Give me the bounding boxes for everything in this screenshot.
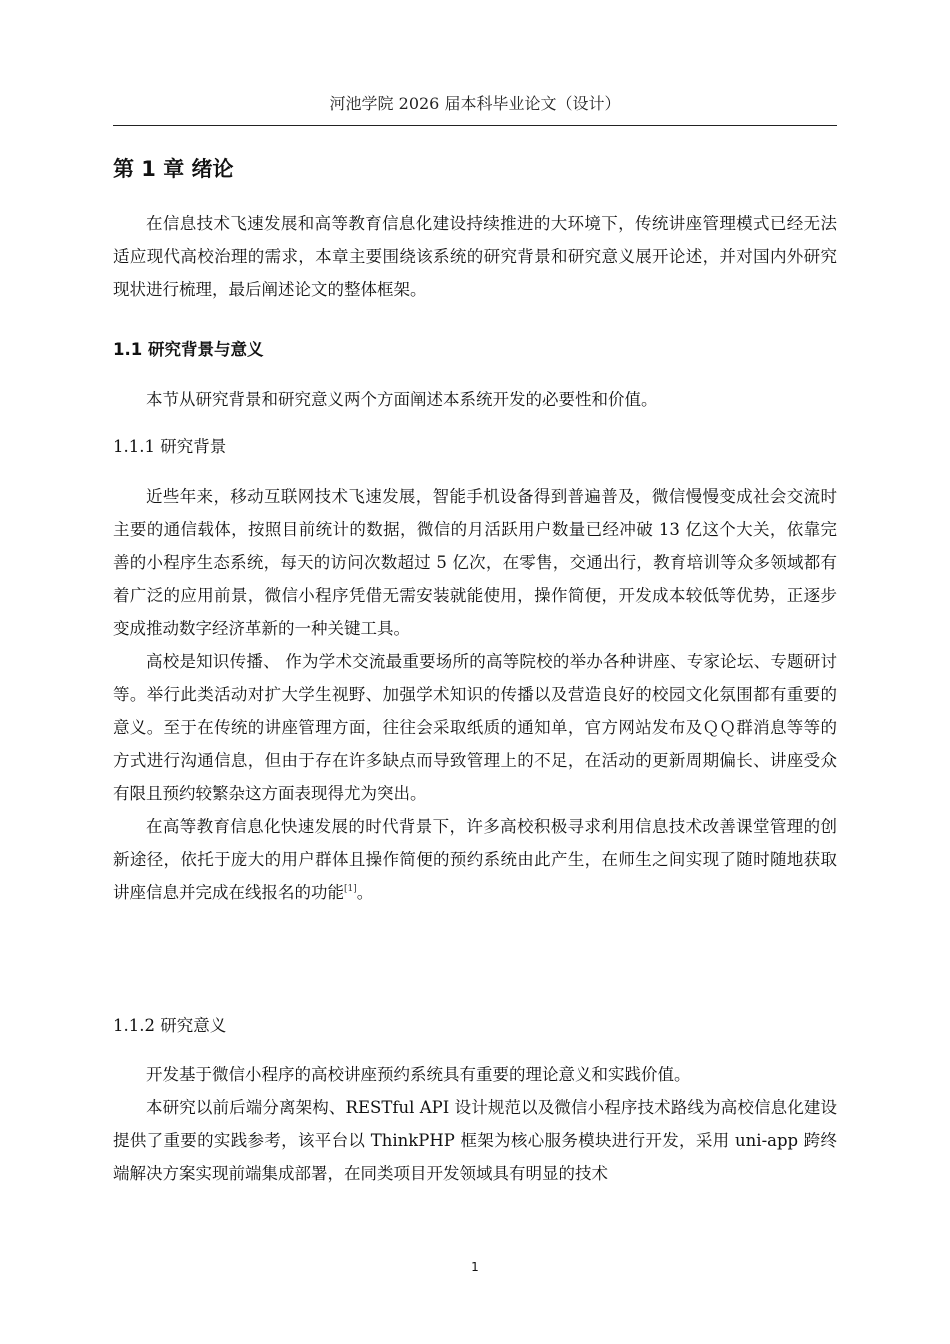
section-1-1-intro-paragraph: 本节从研究背景和研究意义两个方面阐述本系统开发的必要性和价值。 <box>146 390 658 409</box>
chapter-intro-block <box>113 207 837 306</box>
section-title-1-1: 1.1 研究背景与意义 <box>113 340 264 359</box>
significance-paragraph-1: 开发基于微信小程序的高校讲座预约系统具有重要的理论意义和实践价值。 <box>146 1065 691 1084</box>
background-paragraph-3 <box>113 810 837 909</box>
running-header: 河池学院 2026 届本科毕业论文（设计） <box>329 94 621 113</box>
section-1-1-intro-block <box>113 383 837 416</box>
section-1-1-2-body <box>113 1058 837 1190</box>
section-1-1-1-body <box>113 480 837 909</box>
background-paragraph-1: 近些年来，移动互联网技术飞速发展，智能手机设备得到普遍普及，微信慢慢变成社会交流时主要的通信载体，按照目前统计的数据，微信的月活跃用户数量已经冲破 13 亿这个大关，依靠完善的小程序生态系统，每天的访问次数超过 5 亿次，在零售，交通出行，教育培训等众多领域都有着广泛的应用前景，微信小程序凭借无需安装就能使用，操作简便，开发成本较低等优势，正逐步变成推动数字经济革新的一种关键工具。 <box>113 487 837 638</box>
header-rule <box>113 125 837 126</box>
page-number: 1 <box>471 1260 479 1274</box>
chapter-intro-paragraph: 在信息技术飞速发展和高等教育信息化建设持续推进的大环境下，传统讲座管理模式已经无法适应现代高校治理的需求，本章主要围绕该系统的研究背景和研究意义展开论述，并对国内外研究现状进行梳理，最后阐述论文的整体框架。 <box>113 214 837 299</box>
background-paragraph-3-end: 。 <box>356 883 374 902</box>
chapter-title: 第 1 章 绪论 <box>113 157 234 181</box>
background-paragraph-2: 高校是知识传播、 作为学术交流最重要场所的高等院校的举办各种讲座、专家论坛、专题研讨等。举行此类活动对扩大学生视野、加强学术知识的传播以及营造良好的校园文化氛围都有重要的意义。至于在传统的讲座管理方面，往往会采取纸质的通知单，官方网站发布及ＱＱ群消息等等的方式进行沟通信息，但由于存在许多缺点而导致管理上的不足，在活动的更新周期偏长、讲座受众有限且预约较繁杂这方面表现得尤为突出。 <box>113 652 838 803</box>
significance-paragraph-2: 本研究以前后端分离架构、RESTful API 设计规范以及微信小程序技术路线为高校信息化建设提供了重要的实践参考，该平台以 ThinkPHP 框架为核心服务模块进行开发，采用 uni-app 跨终端解决方案实现前端集成部署，在同类项目开发领域具有明显的技术 <box>113 1098 837 1183</box>
background-paragraph-3-text: 在高等教育信息化快速发展的时代背景下，许多高校积极寻求利用信息技术改善课堂管理的创新途径，依托于庞大的用户群体且操作简便的预约系统由此产生，在师生之间实现了随时随地获取讲座信息并完成在线报名的功能 <box>113 817 837 902</box>
citation-1[interactable]: [1] <box>344 884 357 894</box>
subsection-title-1-1-2: 1.1.2 研究意义 <box>113 1016 227 1035</box>
subsection-title-1-1-1: 1.1.1 研究背景 <box>113 437 227 456</box>
